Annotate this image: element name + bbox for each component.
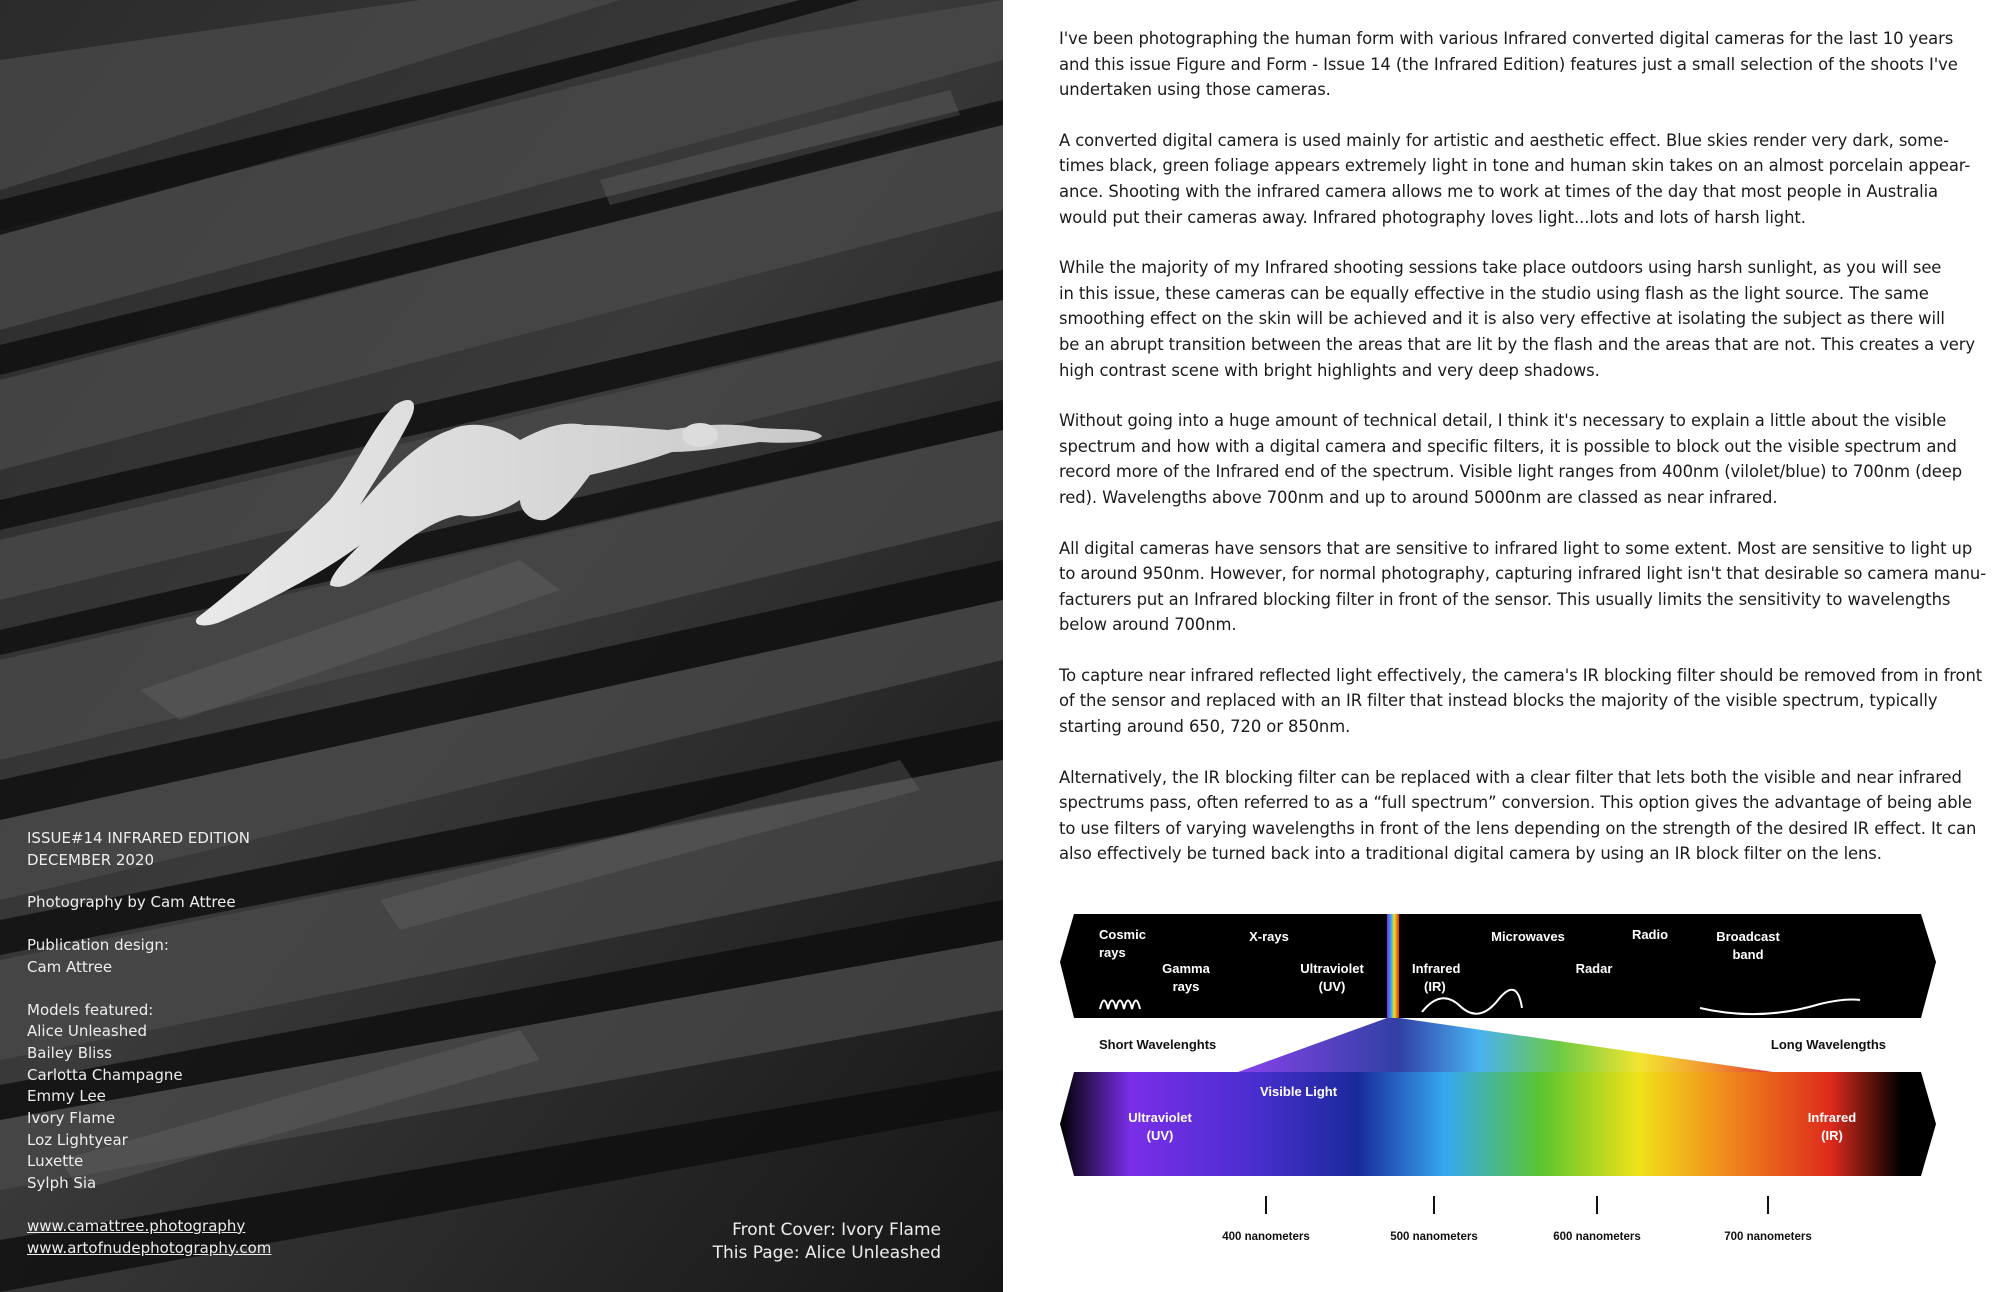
model-name: Sylph Sia	[27, 1174, 97, 1193]
visible-slit	[1387, 914, 1399, 1018]
radio-label: Radio	[1631, 927, 1669, 942]
models-heading: Models featured:	[27, 1000, 154, 1019]
issue-date: DECEMBER 2020	[27, 850, 155, 869]
bottom-infrared-label: Infrared (IR)	[1807, 1110, 1857, 1143]
text-line: be an abrupt transition between the areas that are lit by the flash and the areas that are not. This creates a very	[1059, 334, 1976, 354]
bottom-ultraviolet-label: Ultraviolet (UV)	[1128, 1110, 1192, 1143]
visible-light-fan	[1238, 1018, 1773, 1072]
model-name: Luxette	[27, 1152, 84, 1171]
short-wavelengths-label: Short Wavelenghts	[1099, 1037, 1217, 1052]
design-label: Publication design:	[27, 936, 169, 955]
article-paragraph	[1059, 663, 1983, 740]
text-line: would put their cameras away. Infrared photography loves light...lots and lots of harsh light.	[1059, 207, 1806, 227]
text-line: and this issue Figure and Form - Issue 14 (the Infrared Edition) features just a small selection of the shoots I've	[1059, 54, 1958, 74]
radar-label: Radar	[1575, 961, 1613, 976]
article-paragraph	[1059, 255, 1979, 383]
electromagnetic-spectrum-diagram	[1060, 904, 1936, 1254]
issue-info	[27, 828, 271, 871]
photography-credit	[27, 892, 271, 914]
text-line: red). Wavelengths above 700nm and up to around 5000nm are classed as near infrared.	[1059, 487, 1778, 507]
text-line: undertaken using those cameras.	[1059, 80, 1331, 100]
nanometer-ticks	[1266, 1196, 1768, 1214]
website-links	[27, 1216, 271, 1259]
model-name: Ivory Flame	[27, 1109, 116, 1128]
text-line: below around 700nm.	[1059, 615, 1237, 635]
broadcast-band-label: Broadcast band	[1716, 929, 1780, 962]
visible-light-label: Visible Light	[1260, 1084, 1338, 1099]
text-line: also effectively be turned back into a traditional digital camera by using an IR block filter on the lens.	[1059, 844, 1882, 864]
text-line: spectrums pass, often referred to as a “full spectrum” conversion. This option gives the advantage of being able	[1059, 793, 1972, 813]
model-name: Carlotta Champagne	[27, 1065, 183, 1084]
cosmic-rays-label: Cosmic rays	[1099, 927, 1146, 960]
text-line: facturers put an Infrared blocking filter in front of the sensor. This usually limits the sensitivity to wavelengths	[1059, 589, 1951, 609]
gamma-rays-label: Gamma rays	[1162, 961, 1210, 994]
text-line: Without going into a huge amount of technical detail, I think it's necessary to explain a little about the visible	[1059, 411, 1947, 431]
text-line: A converted digital camera is used mainly for artistic and aesthetic effect. Blue skies render very dark, some-	[1059, 130, 1949, 150]
design-credit	[27, 935, 271, 978]
text-line: To capture near infrared reflected light effectively, the camera's IR blocking filter should be removed from in front	[1059, 665, 1983, 685]
article-paragraph	[1059, 536, 1987, 638]
model-name: Alice Unleashed	[27, 1022, 147, 1041]
text-line: to around 950nm. However, for normal photography, capturing infrared light isn't that desirable so camera manu-	[1059, 564, 1987, 584]
microwaves-label: Microwaves	[1491, 929, 1565, 944]
text-line: Alternatively, the IR blocking filter can be replaced with a clear filter that lets both the visible and near infrared	[1059, 767, 1962, 787]
article-paragraph	[1059, 765, 1979, 867]
article-paragraph	[1059, 408, 1979, 510]
text-line: times black, green foliage appears extremely light in tone and human skin takes on an almost porcelain appear-	[1059, 156, 1971, 176]
long-wavelengths-label: Long Wavelengths	[1770, 1037, 1886, 1052]
text-line: ance. Shooting with the infrared camera allows me to work at times of the day that most people in Australia	[1059, 181, 1939, 201]
tick-500-label: 500 nanometers	[1390, 1231, 1478, 1243]
text-line: All digital cameras have sensors that are sensitive to infrared light to some extent. Most are sensitive to light up	[1059, 538, 1973, 558]
infrared-label: Infrared (IR)	[1412, 961, 1461, 994]
article-body	[1059, 26, 1987, 892]
models-list	[27, 1000, 271, 1195]
text-line: I've been photographing the human form with various Infrared converted digital cameras for the last 10 years	[1059, 29, 1954, 48]
caption-this-page: This Page: Alice Unleashed	[712, 1243, 941, 1263]
issue-line: ISSUE#14 INFRARED EDITION	[27, 829, 250, 847]
tick-600-label: 600 nanometers	[1553, 1231, 1641, 1243]
text-line: smoothing effect on the skin will be achieved and it is also very effective at isolating the subject as there will	[1059, 309, 1945, 329]
tick-700-label: 700 nanometers	[1724, 1231, 1812, 1243]
website-link[interactable]: www.camattree.photography	[27, 1216, 246, 1235]
model-name: Emmy Lee	[27, 1087, 106, 1106]
text-line: in this issue, these cameras can be equally effective in the studio using flash as the light source. The same	[1059, 283, 1929, 303]
photography-line: Photography by Cam Attree	[27, 893, 236, 912]
x-rays-label: X-rays	[1249, 929, 1289, 944]
tick-400-label: 400 nanometers	[1222, 1231, 1310, 1243]
ultraviolet-label: Ultraviolet (UV)	[1300, 961, 1364, 994]
text-line: to use filters of varying wavelengths in front of the lens depending on the strength of the desired IR effect. It can	[1059, 818, 1977, 838]
text-line: spectrum and how with a digital camera and specific filters, it is possible to block out the visible spectrum and	[1059, 436, 1957, 456]
text-line: high contrast scene with bright highlights and very deep shadows.	[1059, 360, 1600, 380]
article-paragraph	[1059, 128, 1979, 230]
text-line: While the majority of my Infrared shooting sessions take place outdoors using harsh sunlight, as you will see	[1059, 258, 1942, 278]
issue-credits	[27, 828, 271, 1259]
text-line: starting around 650, 720 or 850nm.	[1059, 717, 1351, 737]
article-paragraph	[1059, 26, 1979, 103]
text-line: of the sensor and replaced with an IR filter that instead blocks the majority of the visible spectrum, typically	[1059, 691, 1938, 711]
model-name: Bailey Bliss	[27, 1043, 112, 1062]
website-link[interactable]: www.artofnudephotography.com	[27, 1238, 272, 1257]
model-name: Loz Lightyear	[27, 1130, 128, 1149]
text-line: record more of the Infrared end of the spectrum. Visible light ranges from 400nm (vilolet/blue) to 700nm (deep	[1059, 462, 1963, 482]
caption-front-cover: Front Cover: Ivory Flame	[732, 1220, 941, 1240]
design-name: Cam Attree	[27, 957, 113, 976]
photo-caption	[713, 1219, 941, 1265]
